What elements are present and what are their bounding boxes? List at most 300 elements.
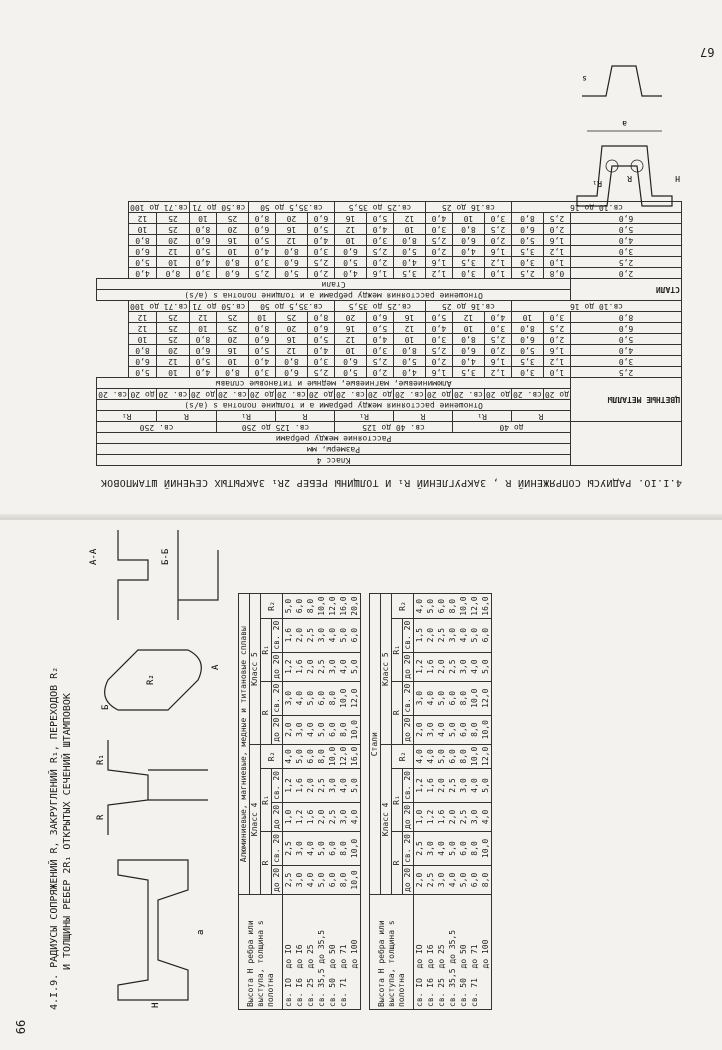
height-to: до 100 (130, 203, 159, 212)
table-row (97, 235, 682, 246)
value-cell: 1,0 (543, 257, 570, 268)
height-cell (512, 301, 682, 312)
r-head: R (261, 681, 272, 744)
value-cell: 8,0 (217, 257, 249, 268)
fig-label-B-B: Б-Б (161, 548, 171, 565)
value-cell: 10 (189, 323, 216, 334)
ratio-cell: до 20 (367, 390, 392, 399)
value-cell: 12 (453, 312, 485, 323)
value-cell: 4,0 (453, 356, 485, 367)
value-col: 1,2 1,6 2,0 2,5 3,0 4,0 5,0 (414, 652, 492, 681)
value-cell: 12 (157, 356, 190, 367)
value-cell: 20 (276, 213, 308, 224)
value-cell: 8,0 (453, 334, 485, 345)
value-cell: 5,0 (307, 224, 334, 235)
table-row (97, 323, 682, 334)
r2-head: R₂ (261, 594, 283, 618)
data-row (414, 594, 492, 1010)
value-cell: 10 (129, 224, 157, 235)
group-2-label: СТАЛИ (655, 285, 680, 295)
class-4-head: Класс 4 (250, 744, 261, 894)
value-cell: 3,5 (394, 268, 426, 279)
value-cell: 5,0 (129, 257, 157, 268)
value-cell: 1,2 (543, 356, 570, 367)
value-cell: 8,0 (512, 323, 544, 334)
value-cell: 4,0 (571, 345, 682, 356)
value-cell: 25 (157, 334, 190, 345)
value-cell: 25 (217, 312, 249, 323)
value-cell: 5,0 (248, 235, 275, 246)
value-cell: 16 (276, 224, 308, 235)
height-cell (425, 202, 511, 213)
height-from: св.16 (470, 203, 495, 212)
value-cell: 3,0 (425, 224, 452, 235)
value-cell: 4,0 (425, 323, 452, 334)
group-1-label-cell (571, 378, 682, 422)
ratio-cell: св. 20 (158, 390, 188, 399)
value-cell: 12 (276, 345, 308, 356)
value-cell: 8,0 (129, 345, 157, 356)
value-cell: 10 (453, 323, 485, 334)
value-cell: 3,0 (453, 268, 485, 279)
table-steel (369, 593, 492, 1010)
table-row (97, 356, 682, 367)
value-cell: 5,0 (425, 312, 452, 323)
value-cell: 2,0 (543, 224, 570, 235)
value-cell: 2,0 (484, 235, 511, 246)
value-cell: 1,2 (484, 367, 511, 378)
fig-label-R: R (627, 174, 632, 183)
value-cell: 6,0 (571, 323, 682, 334)
r-head: R₁ (261, 769, 272, 832)
value-cell: 20 (157, 345, 190, 356)
value-cell: 3,0 (512, 257, 544, 268)
value-col: 4,0 5,0 6,0 8,0 10,0 12,0 16,0 (283, 744, 361, 768)
value-cell: 4,0 (453, 246, 485, 257)
r-head: R (392, 832, 403, 895)
value-cell: 1,2 (484, 257, 511, 268)
r-label: R₁ (453, 411, 512, 422)
sub-head: св. 20 (272, 832, 283, 866)
height-to: до 100 (130, 302, 159, 311)
value-cell: 5,0 (335, 257, 367, 268)
value-cell: 25 (157, 312, 190, 323)
value-cell: 3,0 (248, 367, 275, 378)
value-cell: 6,0 (307, 213, 334, 224)
value-cell: 8,0 (394, 235, 426, 246)
ratio-cell: св. 20 (513, 390, 542, 399)
row-head: Высота H ребра или выступа, толщина s полотна (370, 895, 414, 1010)
open-section-figure (78, 520, 228, 1010)
value-cell: 12 (157, 246, 190, 257)
value-cell: 6,0 (129, 246, 157, 257)
heights-col: св. IO до IO св. I6 до I6 св. 25 до 25 св. 35,5 до 35,5 св. 50 до 50 св. 71 до 71 до 100 (414, 895, 492, 1010)
value-cell: 2,0 (307, 268, 334, 279)
sub-head: св. 20 (403, 769, 414, 803)
fig-label-H: H (675, 174, 680, 183)
height-from: св.71 (163, 203, 188, 212)
value-cell: 1,2 (425, 268, 452, 279)
ratio-cell: до 20 (485, 390, 510, 399)
value-cell: 3,5 (453, 367, 485, 378)
value-cell: 16 (217, 345, 249, 356)
r-head: R₁ (392, 769, 403, 832)
ratio-header: Отношение расстояния между ребрами a и толщине полотна s (a/s) (97, 290, 571, 301)
value-cell: 10 (394, 224, 426, 235)
ratio-cell: до 20 (544, 390, 569, 399)
value-col: 3,0 4,0 5,0 6,0 8,0 10,0 12,0 (414, 681, 492, 715)
sub-head: до 20 (403, 865, 414, 894)
r2-head: R₂ (261, 744, 283, 768)
r-head: R₁ (392, 618, 403, 681)
value-col: 1,0 1,2 1,6 2,0 2,5 3,0 4,0 (283, 802, 361, 831)
value-cell: 8,0 (129, 235, 157, 246)
range-cell: св. 125 до 250 (217, 422, 335, 433)
value-cell: 8,0 (571, 312, 682, 323)
ratio-cell: св. 20 (336, 390, 365, 399)
value-col: 2,0 2,5 3,0 4,0 5,0 6,0 8,0 (414, 865, 492, 894)
height-cell (425, 301, 511, 312)
value-cell: 12 (394, 323, 426, 334)
sub-head: до 20 (272, 652, 283, 681)
value-cell: 25 (276, 312, 308, 323)
value-cell: 25 (217, 323, 249, 334)
value-cell: 3,0 (366, 345, 393, 356)
r-label: R₁ (97, 411, 157, 422)
r-label: R (157, 411, 217, 422)
r2-head: R₂ (392, 744, 414, 768)
height-to: до 71 (192, 302, 217, 311)
value-col: 2,5 3,0 4,0 5,0 6,0 8,0 10,0 (283, 865, 361, 894)
value-cell: 12 (276, 235, 308, 246)
value-col: 3,0 4,0 5,0 6,0 8,0 10,0 12,0 (283, 681, 361, 715)
value-cell: 2,5 (307, 257, 334, 268)
class-4-head: Класс 4 (381, 744, 392, 894)
value-cell: 5,0 (129, 367, 157, 378)
table-aluminium (238, 593, 361, 1010)
value-cell: 25 (157, 213, 190, 224)
class-5-head: Класс 5 (381, 594, 392, 744)
value-cell: 2,0 (366, 257, 393, 268)
value-cell: 10 (453, 213, 485, 224)
group-2-label-cell (571, 279, 682, 301)
sub-head: до 20 (403, 652, 414, 681)
value-cell: 2,5 (366, 246, 393, 257)
sub-head: св. 20 (403, 832, 414, 866)
value-col: 2,0 3,0 4,0 5,0 6,0 8,0 10,0 (414, 715, 492, 744)
value-cell: 16 (335, 213, 367, 224)
value-cell: 3,5 (453, 257, 485, 268)
value-cell: 2,5 (543, 213, 570, 224)
sub-head: до 20 (272, 715, 283, 744)
value-cell: 12 (189, 312, 216, 323)
value-cell: 10 (157, 257, 190, 268)
value-cell: 3,0 (571, 356, 682, 367)
value-col: 2,5 3,0 4,0 5,0 6,0 8,0 10,0 (283, 832, 361, 866)
value-cell: 5,0 (276, 268, 308, 279)
value-cell: 6,0 (307, 323, 334, 334)
class-5-head: Класс 5 (250, 594, 261, 744)
section-head: Стали (370, 594, 381, 895)
range-cell: до 40 (453, 422, 571, 433)
value-cell: 2,0 (484, 345, 511, 356)
value-cell: 3,0 (425, 334, 452, 345)
height-to: до 16 (570, 203, 595, 212)
height-from: св.10 (598, 302, 624, 311)
value-col: 1,2 1,6 2,0 2,5 3,0 4,0 5,0 (283, 769, 361, 803)
value-cell: 6,0 (248, 224, 275, 235)
value-cell: 6,0 (571, 213, 682, 224)
height-cell (248, 301, 334, 312)
value-cell: 6,0 (276, 257, 308, 268)
value-cell: 4,0 (425, 213, 452, 224)
value-cell: 10 (217, 246, 249, 257)
page-66-content (48, 520, 688, 1010)
value-cell: 20 (217, 224, 249, 235)
fig-label-a: a (622, 119, 627, 128)
value-cell: 10 (394, 334, 426, 345)
height-cell (189, 301, 248, 312)
height-to: до 16 (570, 302, 595, 311)
value-cell: 10 (335, 345, 367, 356)
value-cell: 12 (129, 312, 157, 323)
value-cell: 2,5 (512, 268, 544, 279)
r-head: R (392, 681, 403, 744)
value-cell: 8,0 (276, 246, 308, 257)
value-col: 2,5 3,0 4,0 5,0 6,0 8,0 10,0 (414, 832, 492, 866)
value-cell: 5,0 (512, 345, 544, 356)
value-cell: 8,0 (512, 213, 544, 224)
value-cell: 6,0 (189, 345, 216, 356)
value-col: 1,0 1,2 1,6 2,0 2,5 3,0 4,0 (414, 802, 492, 831)
value-cell: 4,0 (129, 268, 157, 279)
caption-line-1: 4.I.9. РАДИУСЫ СОПРЯЖЕНИЙ R, ЗАКРУГЛЕНИЙ R₁, ПЕРЕХОДОВ R₂ (49, 666, 60, 1010)
height-from: св.35,5 (289, 203, 323, 212)
value-cell: 2,5 (571, 367, 682, 378)
value-cell: 8,0 (248, 323, 275, 334)
value-cell: 6,0 (248, 334, 275, 345)
ratio-cell: до 20 (249, 390, 274, 399)
value-cell: 4,0 (366, 224, 393, 235)
page-67-content (42, 48, 682, 488)
value-cell: 2,0 (425, 246, 452, 257)
height-to: до 50 (260, 302, 285, 311)
ratio-cell: до 20 (426, 390, 451, 399)
table-row (97, 268, 682, 279)
value-cell: 5,0 (366, 213, 393, 224)
value-cell: 5,0 (189, 356, 216, 367)
value-cell: 12 (394, 213, 426, 224)
value-cell: 4,0 (366, 334, 393, 345)
value-cell: 1,2 (543, 246, 570, 257)
height-from: св.50 (221, 302, 246, 311)
value-cell: 5,0 (571, 224, 682, 235)
value-cell: 20 (217, 334, 249, 345)
value-cell: 12 (335, 334, 367, 345)
value-cell: 10 (129, 334, 157, 345)
value-cell: 25 (157, 323, 190, 334)
ratio-cell: св. 20 (218, 390, 247, 399)
height-to: до 35,5 (348, 203, 383, 212)
value-cell: 4,0 (248, 356, 275, 367)
value-cell: 6,0 (366, 312, 393, 323)
group-1-label: ЦВЕТНЫЕ МЕТАЛЛЫ (607, 395, 680, 405)
value-cell: 3,0 (484, 213, 511, 224)
value-cell: 6,0 (276, 367, 308, 378)
value-cell: 5,0 (248, 345, 275, 356)
value-cell: 3,0 (307, 246, 334, 257)
value-cell: 8,0 (453, 224, 485, 235)
value-cell: 2,5 (543, 323, 570, 334)
value-cell: 12 (129, 213, 157, 224)
value-col: 1,2 1,6 2,0 2,5 3,0 4,0 5,0 (414, 769, 492, 803)
height-to: до 50 (260, 203, 285, 212)
value-cell: 6,0 (453, 235, 485, 246)
height-from: св.25 (387, 203, 412, 212)
r-label: R₁ (217, 411, 276, 422)
value-col: 1,2 1,6 2,0 2,5 3,0 4,0 5,0 (283, 652, 361, 681)
fig-label-R1: R₁ (592, 179, 602, 188)
header-row (370, 594, 381, 1010)
value-cell: 16 (335, 323, 367, 334)
table-4-1-10-caption: 4.I.IO. РАДИУСЫ СОПРЯЖЕНИЙ R , ЗАКРУГЛЕНИЙ R₁ И ТОЛЩИНЫ РЕБЕР 2R₁ ЗАКРЫТЫХ СЕЧЕНИЙ ШТАМПОВОК (100, 477, 682, 488)
r-label: R₁ (335, 411, 394, 422)
sub-head: до 20 (403, 715, 414, 744)
group-2-sub: Стали (97, 279, 571, 290)
value-cell: 3,0 (543, 312, 570, 323)
table-row (97, 312, 682, 323)
page-67-sheet (0, 0, 722, 518)
value-cell: 6,0 (453, 345, 485, 356)
height-from: св.35,5 (289, 302, 323, 311)
value-cell: 1,6 (484, 246, 511, 257)
ratio-cell: до 20 (308, 390, 333, 399)
value-cell: 4,0 (307, 235, 334, 246)
value-cell: 10 (335, 235, 367, 246)
table-4-1-9-caption (48, 520, 74, 1010)
section-head: Алюминиевые, магниевые, медные и титановые сплавы (239, 594, 250, 895)
sub-head: до 20 (272, 802, 283, 831)
value-cell: 6,0 (335, 246, 367, 257)
value-cell: 4,0 (571, 235, 682, 246)
value-cell: 6,0 (129, 356, 157, 367)
row-head: Высота H ребра или выступа, толщина s полотна (239, 895, 283, 1010)
height-from: св.16 (470, 302, 495, 311)
value-cell: 2,5 (484, 224, 511, 235)
height-from: св.25 (387, 302, 412, 311)
fig-label-a: a (196, 929, 206, 935)
closed-section-figure (567, 51, 682, 226)
table-row (97, 345, 682, 356)
value-cell: 8,0 (394, 345, 426, 356)
r-label: R (394, 411, 453, 422)
value-cell: 6,0 (512, 224, 544, 235)
value-cell: 8,0 (217, 367, 249, 378)
value-cell: 4,0 (189, 257, 216, 268)
ratio-cell: св. 20 (98, 390, 128, 399)
header-row (239, 594, 250, 1010)
ratio-cell: св. 20 (277, 390, 306, 399)
value-cell: 2,5 (248, 268, 275, 279)
fig-label-s: s (582, 74, 587, 83)
value-cell: 3,0 (484, 323, 511, 334)
table-row (97, 246, 682, 257)
value-cell: 3,0 (248, 257, 275, 268)
height-to: до 25 (441, 302, 467, 311)
fig-label-R1: R₁ (96, 754, 106, 765)
value-cell: 2,0 (571, 268, 682, 279)
value-cell: 5,0 (571, 334, 682, 345)
value-cell: 10 (248, 312, 275, 323)
group-1-rows (97, 301, 682, 378)
value-cell: 1,6 (543, 345, 570, 356)
value-cell: 16 (217, 235, 249, 246)
height-to: до 35,5 (348, 302, 383, 311)
value-cell: 1,0 (543, 367, 570, 378)
ratio-cell: св. 20 (454, 390, 483, 399)
value-cell: 4,0 (394, 257, 426, 268)
value-cell: 20 (157, 235, 190, 246)
value-cell: 25 (217, 213, 249, 224)
height-row (97, 301, 682, 312)
value-cell: 3,0 (571, 246, 682, 257)
data-row (283, 594, 361, 1010)
value-cell: 10 (189, 213, 216, 224)
value-cell: 2,0 (543, 334, 570, 345)
r-label: R (276, 411, 335, 422)
table-row (97, 334, 682, 345)
value-cell: 4,0 (335, 268, 367, 279)
razmery-header: Размеры, мм (97, 444, 571, 455)
ratio-cell: до 20 (190, 390, 215, 399)
fig-label-A-A: A-A (89, 548, 99, 565)
ratio-header: Отношение расстояния между ребрами a и толщине полотна s (a/s) (97, 400, 571, 411)
value-cell: 2,5 (366, 356, 393, 367)
fig-label-H: H (151, 1002, 161, 1008)
value-cell: 8,0 (157, 268, 190, 279)
height-cell (248, 202, 334, 213)
page-number-67: 67 (700, 45, 715, 59)
sub-head: св. 20 (272, 769, 283, 803)
value-cell: 16 (394, 312, 426, 323)
fig-label-B: Б (101, 704, 111, 710)
value-cell: 5,0 (307, 334, 334, 345)
value-cell: 5,0 (189, 246, 216, 257)
value-col: 1,6 2,0 2,5 3,0 4,0 5,0 6,0 (283, 618, 361, 652)
value-cell: 1,6 (425, 367, 452, 378)
value-cell: 5,0 (512, 235, 544, 246)
value-cell: 4,0 (307, 345, 334, 356)
value-cell: 8,0 (189, 334, 216, 345)
fig-label-R2: R₂ (146, 674, 156, 685)
value-cell: 5,0 (335, 367, 367, 378)
table-4-1-10 (96, 201, 682, 466)
value-cell: 8,0 (307, 312, 334, 323)
height-to: до 25 (441, 203, 467, 212)
value-cell: 3,0 (366, 235, 393, 246)
value-cell: 16 (276, 334, 308, 345)
value-cell: 5,0 (366, 323, 393, 334)
ratio-cell: до 20 (130, 390, 155, 399)
value-cell: 4,0 (248, 246, 275, 257)
value-cell: 6,0 (189, 235, 216, 246)
value-cell: 3,0 (307, 356, 334, 367)
sub-head: св. 20 (272, 681, 283, 715)
value-cell: 10 (157, 367, 190, 378)
value-cell: 2,5 (484, 334, 511, 345)
value-cell: 8,0 (189, 224, 216, 235)
height-from: св.71 (163, 302, 188, 311)
